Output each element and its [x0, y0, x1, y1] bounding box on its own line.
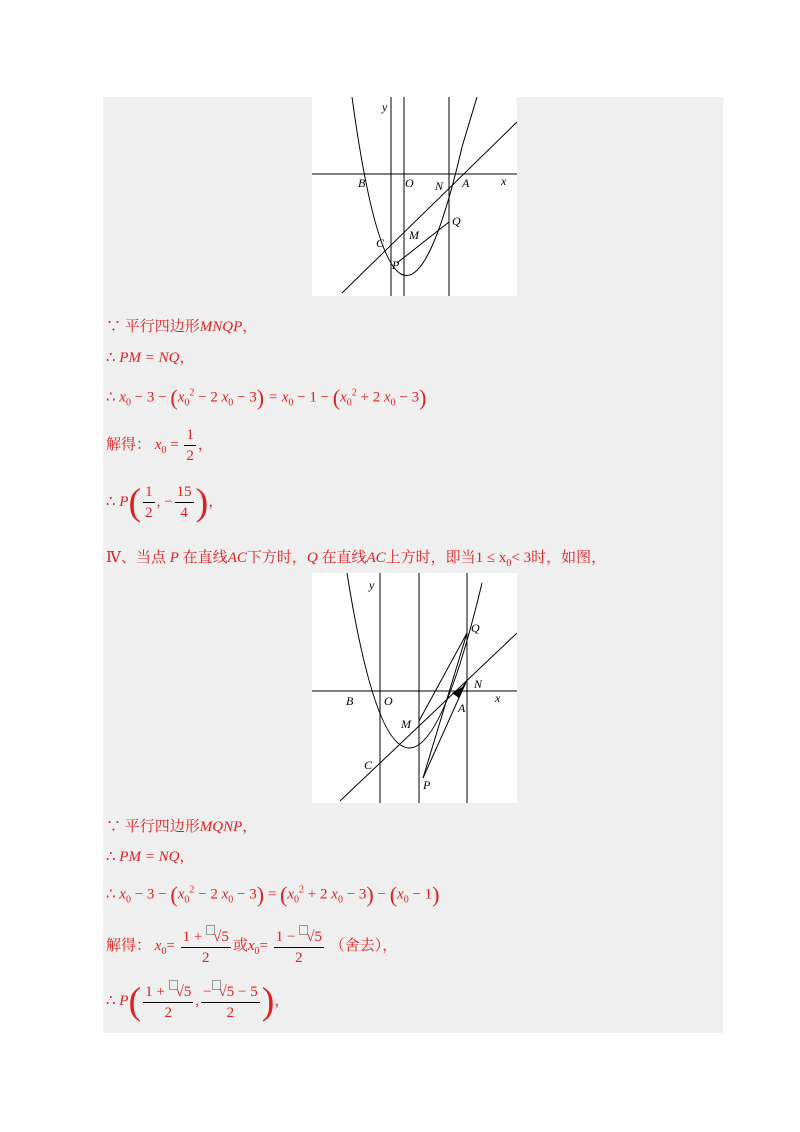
- label-n: N: [474, 677, 483, 691]
- label-m: M: [401, 717, 411, 731]
- case4-heading: Ⅳ、当点 P 在直线AC下方时，Q 在直线AC上方时，即当$1 \le x_0< 3$时，如图，: [106, 550, 607, 569]
- label-y: y: [369, 578, 375, 592]
- label-y: y: [382, 100, 388, 114]
- case4-line-parallelogram: ∵ 平行四边形MQNP，: [106, 819, 258, 835]
- case4-solve: 解得： $x_0=$ $\frac{1 + √5}{2}$ 或$x_0=$ $\frac{1 - √5}{2}$ （舍去），: [106, 925, 397, 968]
- case4-point-p: ∴ P( $\frac{1 + √5}{2}$ , $\frac{- √5 - 5}{2}$ )，: [106, 980, 290, 1023]
- label-a: A: [458, 701, 466, 715]
- label-o: O: [405, 176, 414, 190]
- label-c: C: [376, 236, 385, 250]
- label-o: O: [384, 694, 393, 708]
- case3-line-pm-eq-nq: ∴ PM = NQ，: [106, 350, 195, 366]
- case3-solve: 解得： $x_0$ = $\frac{1}{2}$ ，: [106, 427, 213, 464]
- case3-equation: ∴ $x_0 - 3 - (x_0^2 - 2$ $x_0 - 3) = x_0 - 1 - (x_0^2 + 2$ $x_0 - 3$): [106, 385, 427, 410]
- label-x: x: [495, 691, 501, 705]
- case4-line-pm-eq-nq: ∴ PM = NQ，: [106, 849, 195, 865]
- label-m: M: [409, 228, 419, 242]
- case3-line-parallelogram: ∵ 平行四边形MNQP，: [106, 319, 258, 335]
- figure-1-parabola-graph: [312, 97, 517, 296]
- label-a: A: [462, 176, 470, 190]
- label-n: N: [435, 179, 444, 193]
- label-p: P: [392, 258, 400, 272]
- label-q: Q: [452, 214, 461, 228]
- label-b: B: [346, 694, 354, 708]
- label-p: P: [423, 778, 431, 792]
- case3-point-p: ∴ P( $\frac{1}{2}$ , − $\frac{15}{4}$ )，: [106, 481, 224, 524]
- case4-equation: ∴ $x_0 - 3 - (x_0^2 - 2$ $x_0 - 3) = (x_0^2 + 2$ $x_0 - 3) - (x_0 - 1)$: [106, 882, 440, 907]
- label-b: B: [358, 176, 366, 190]
- label-q: Q: [471, 621, 480, 635]
- label-c: C: [364, 758, 373, 772]
- figure-2-parabola-graph: [312, 573, 517, 803]
- label-x: x: [501, 174, 507, 188]
